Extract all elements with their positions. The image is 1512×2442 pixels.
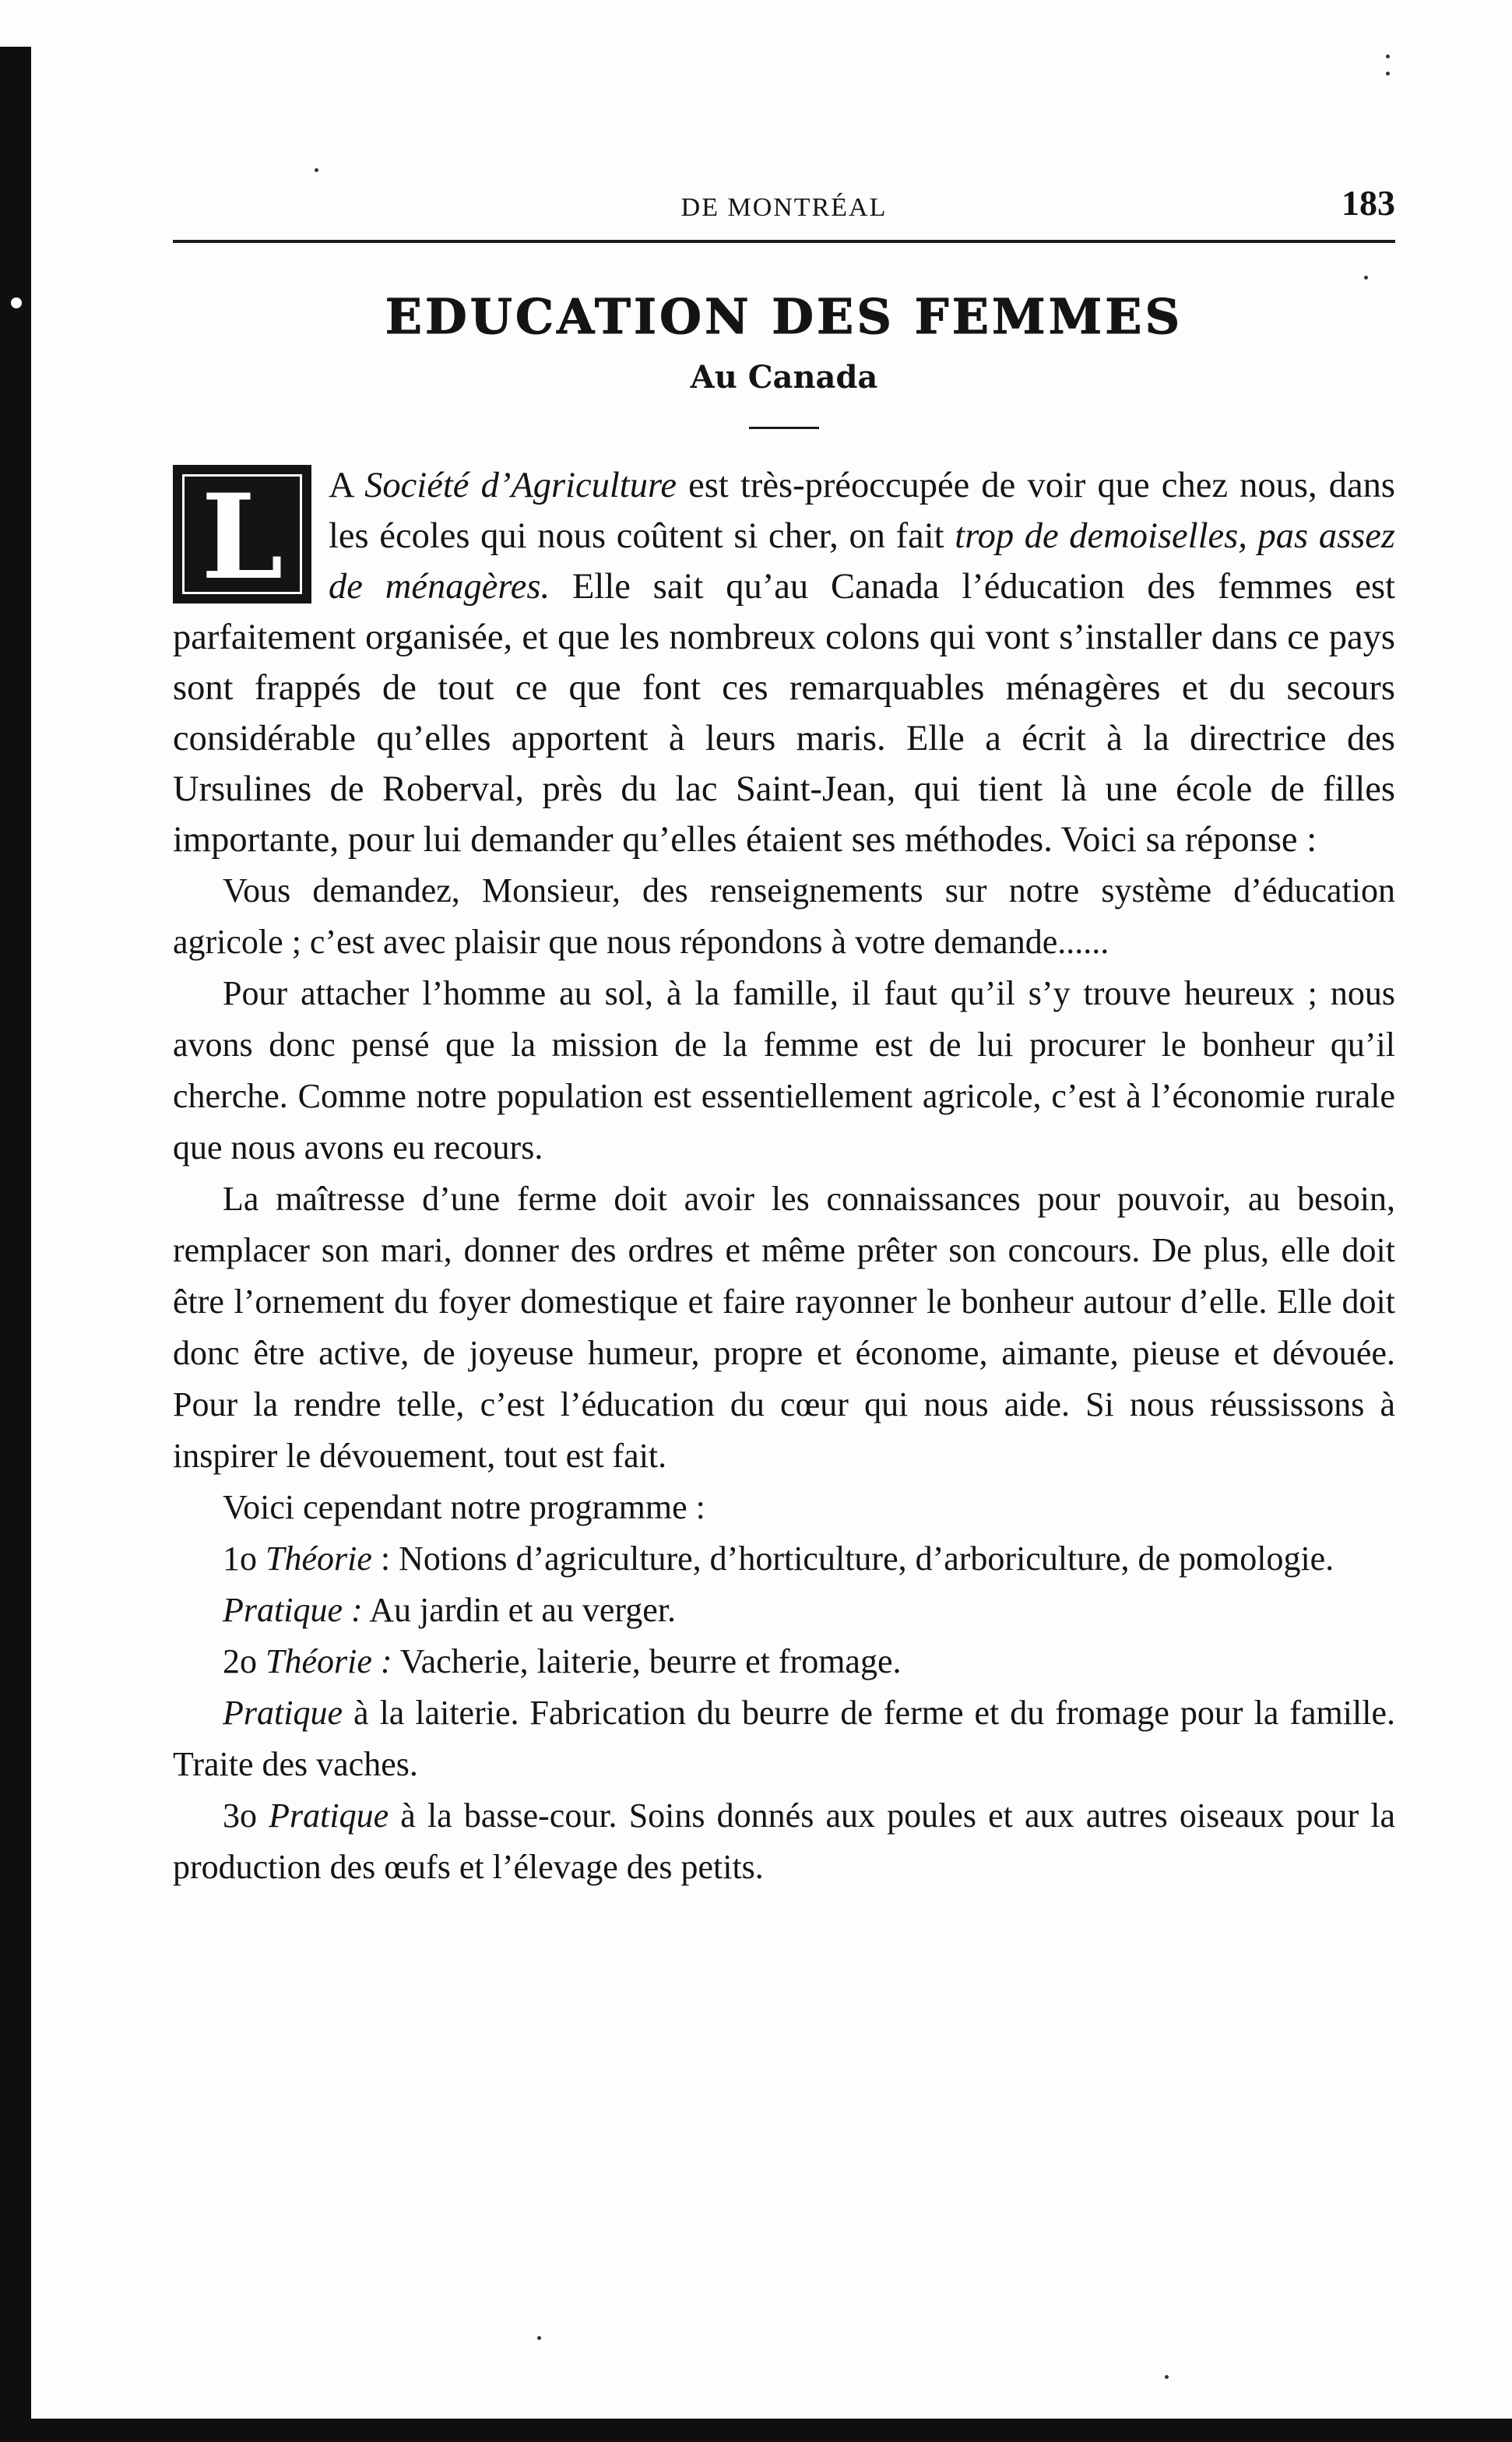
program-intro: Voici cependant notre programme :	[223, 1488, 705, 1526]
print-speck	[1386, 55, 1390, 58]
binding-hole	[11, 297, 22, 308]
article-subtitle: Au Canada	[690, 359, 878, 396]
item-label: Pratique	[269, 1796, 389, 1835]
item-number: 3o	[223, 1796, 269, 1835]
item-text: Au jardin et au verger.	[362, 1591, 677, 1629]
item-text: Vacherie, laiterie, beurre et fromage.	[392, 1642, 902, 1680]
item-text: à la basse-cour. Soins donnés aux poules et aux autres oiseaux pour la production des œufs et l’élevage des petits.	[173, 1796, 1396, 1886]
running-head	[173, 171, 1395, 234]
intro-text-middle: est très-préoccupée de voir que chez nous, dans les écoles qui nous coûtent si cher, on fait	[329, 466, 1395, 556]
letter-paragraph-3: La maîtresse d’une ferme doit avoir les connaissances pour pouvoir, au besoin, remplacer son mari, donner des ordres et même prêter son concours. De plus, elle doit être l’ornement du foyer domestique et faire rayonner le bonheur autour d’elle. Elle doit donc être active, de joyeuse humeur, propre et économe, aimante, pieuse et dévouée. Pour la rendre telle, c’est l’éducation du cœur qui nous aide. Si nous réussissons à inspirer le dévouement, tout est fait.	[173, 1180, 1395, 1475]
print-speck	[1165, 2375, 1169, 2379]
program-item-2-practice	[173, 1687, 1395, 1790]
item-label: Pratique	[223, 1694, 343, 1732]
page-binding-edge-bottom	[0, 2419, 1512, 2442]
intro-text-start: A	[329, 466, 365, 505]
society-name: Société d’Agriculture	[364, 466, 677, 505]
page-binding-edge-left	[0, 47, 31, 2442]
item-text: à la laiterie. Fabrication du beurre de ferme et du fromage pour la famille. Traite des vaches.	[173, 1694, 1395, 1783]
print-speck	[1386, 72, 1390, 76]
running-title: DE MONTRÉAL	[680, 193, 888, 222]
title-separator	[749, 427, 819, 429]
letter-paragraph-2: Pour attacher l’homme au sol, à la famille, il faut qu’il s’y trouve heureux ; nous avons donc pensé que la mission de la femme est de lui procurer le bonheur qu’il cherche. Comme notre population est essentiellement agricole, c’est à l’économie rurale que nous avons eu recours.	[173, 974, 1395, 1166]
ornamental-drop-cap	[173, 465, 311, 606]
item-text: : Notions d’agriculture, d’horticulture, d’arboriculture, de pomologie.	[371, 1539, 1334, 1578]
item-label: Pratique :	[223, 1591, 363, 1629]
header-rule	[173, 240, 1395, 243]
item-number: 2o	[223, 1642, 265, 1680]
page-number: 183	[1341, 183, 1395, 223]
program-item-1-theory	[173, 1533, 1395, 1585]
item-number: 1o	[223, 1539, 265, 1578]
intro-emphasis: trop de demoiselles, pas assez de ménagères.	[329, 516, 1395, 607]
program-item-3-practice	[173, 1790, 1395, 1893]
item-label: Théorie	[265, 1539, 372, 1578]
letter-paragraph-1: Vous demandez, Monsieur, des renseignements sur notre système d’éducation agricole ; c’est avec plaisir que nous répondons à votre demande......	[173, 871, 1395, 961]
item-label: Théorie :	[265, 1642, 392, 1680]
intro-text-end: Elle sait qu’au Canada l’éducation des femmes est parfaitement organisée, et que les nombreux colons qui vont s’installer dans ce pays sont frappés de tout ce que font ces remarquables ménagères et du secours considérable qu’elles apportent à leurs maris. Elle a écrit à la directrice des Ursulines de Roberval, près du lac Saint-Jean, qui tient là une école de filles importante, pour lui demander qu’elles étaient ses méthodes. Voici sa réponse :	[173, 567, 1395, 860]
drop-cap-letter: L	[201, 469, 283, 606]
program-item-1-practice	[173, 1585, 1395, 1636]
program-item-2-theory	[173, 1636, 1395, 1687]
paragraph-intro	[173, 460, 1395, 865]
article-body	[173, 460, 1395, 1893]
book-page	[173, 171, 1395, 2375]
article-title: EDUCATION DES FEMMES	[385, 288, 1183, 345]
